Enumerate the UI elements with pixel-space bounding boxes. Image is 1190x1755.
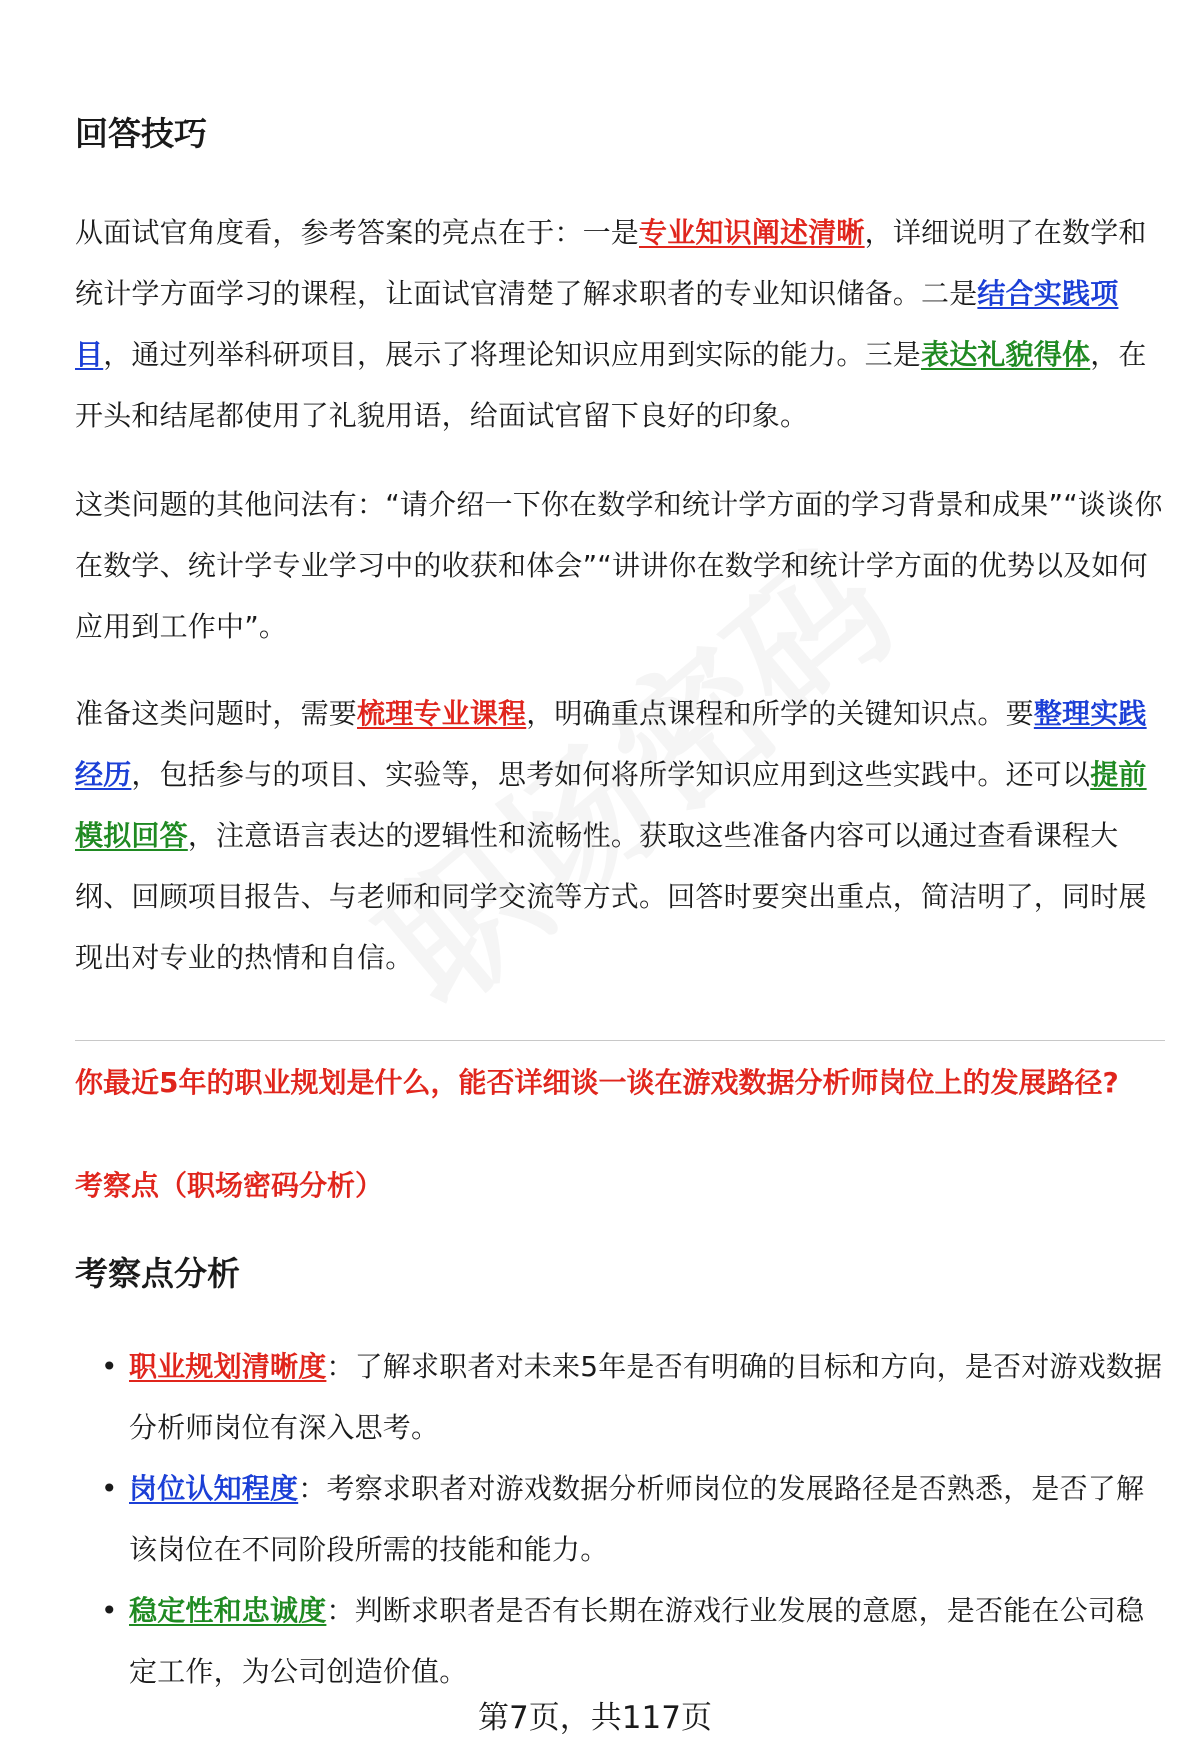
bullet-icon: • (101, 1350, 118, 1383)
paragraph-text: ，在开头和结尾都使用了礼貌用语，给面试官留下良好的印象。 (75, 338, 1147, 432)
highlight-professional-knowledge: 专业知识阐述清晰 (639, 216, 865, 249)
list-item-text: ：判断求职者是否有长期在游戏行业发展的意愿，是否能在公司稳定工作，为公司创造价值。 (129, 1594, 1145, 1688)
paragraph-other-phrasings: 这类问题的其他问法有：“请介绍一下你在数学和统计学方面的学习背景和成果”“谈谈你在数学、统计学专业学习中的收获和体会”“讲讲你在数学和统计学方面的优势以及如何应用到工作中”。 (75, 488, 1163, 643)
paragraph-text: ，注意语言表达的逻辑性和流畅性。获取这些准备内容可以通过查看课程大纲、回顾项目报告、与老师和同学交流等方式。回答时要突出重点，简洁明了，同时展现出对专业的热情和自信。 (75, 819, 1147, 974)
paragraph-preparation (75, 683, 1165, 988)
highlight-polite-expression: 表达礼貌得体 (921, 338, 1091, 371)
list-item (75, 1580, 1165, 1702)
paragraph-text: ，通过列举科研项目，展示了将理论知识应用到实际的能力。三是 (103, 338, 922, 371)
list-item (75, 1458, 1165, 1580)
section-heading-analysis: 考察点分析 (75, 1254, 240, 1293)
paragraph-text: 从面试官角度看，参考答案的亮点在于：一是 (75, 216, 640, 249)
highlight-stability-loyalty: 稳定性和忠诚度 (129, 1594, 327, 1627)
analysis-list (75, 1336, 1165, 1702)
assessment-subheading: 考察点（职场密码分析） (75, 1169, 384, 1202)
paragraph-highlights (75, 202, 1165, 446)
highlight-sort-courses: 梳理专业课程 (357, 697, 527, 730)
highlight-career-plan-clarity: 职业规划清晰度 (129, 1350, 327, 1383)
paragraph-text: ，包括参与的项目、实验等，思考如何将所学知识应用到这些实践中。还可以 (131, 758, 1091, 791)
list-item-text: ：考察求职者对游戏数据分析师岗位的发展路径是否熟悉，是否了解该岗位在不同阶段所需的技能和能力。 (129, 1472, 1145, 1566)
section-heading-answer-tips: 回答技巧 (75, 114, 207, 153)
interview-question: 你最近5年的职业规划是什么，能否详细谈一谈在游戏数据分析师岗位上的发展路径? (75, 1066, 1119, 1099)
paragraph-text: ，详细说明了在数学和统计学方面学习的课程，让面试官清楚了解求职者的专业知识储备。二是 (75, 216, 1147, 310)
section-divider (75, 1040, 1165, 1041)
bullet-icon: • (101, 1594, 118, 1627)
paragraph-text: ，明确重点课程和所学的关键知识点。要 (526, 697, 1034, 730)
highlight-role-awareness: 岗位认知程度 (129, 1472, 299, 1505)
paragraph-text: 准备这类问题时，需要 (75, 697, 358, 730)
page-number-footer: 第7页，共117页 (478, 1700, 712, 1736)
bullet-icon: • (101, 1472, 118, 1505)
highlight-practice-projects: 结合实践项目 (75, 277, 1119, 371)
list-item-text: ：了解求职者对未来5年是否有明确的目标和方向，是否对游戏数据分析师岗位有深入思考。 (129, 1350, 1163, 1444)
highlight-organize-practice: 整理实践经历 (75, 697, 1147, 791)
highlight-mock-answer: 提前模拟回答 (75, 758, 1147, 852)
list-item (75, 1336, 1165, 1458)
